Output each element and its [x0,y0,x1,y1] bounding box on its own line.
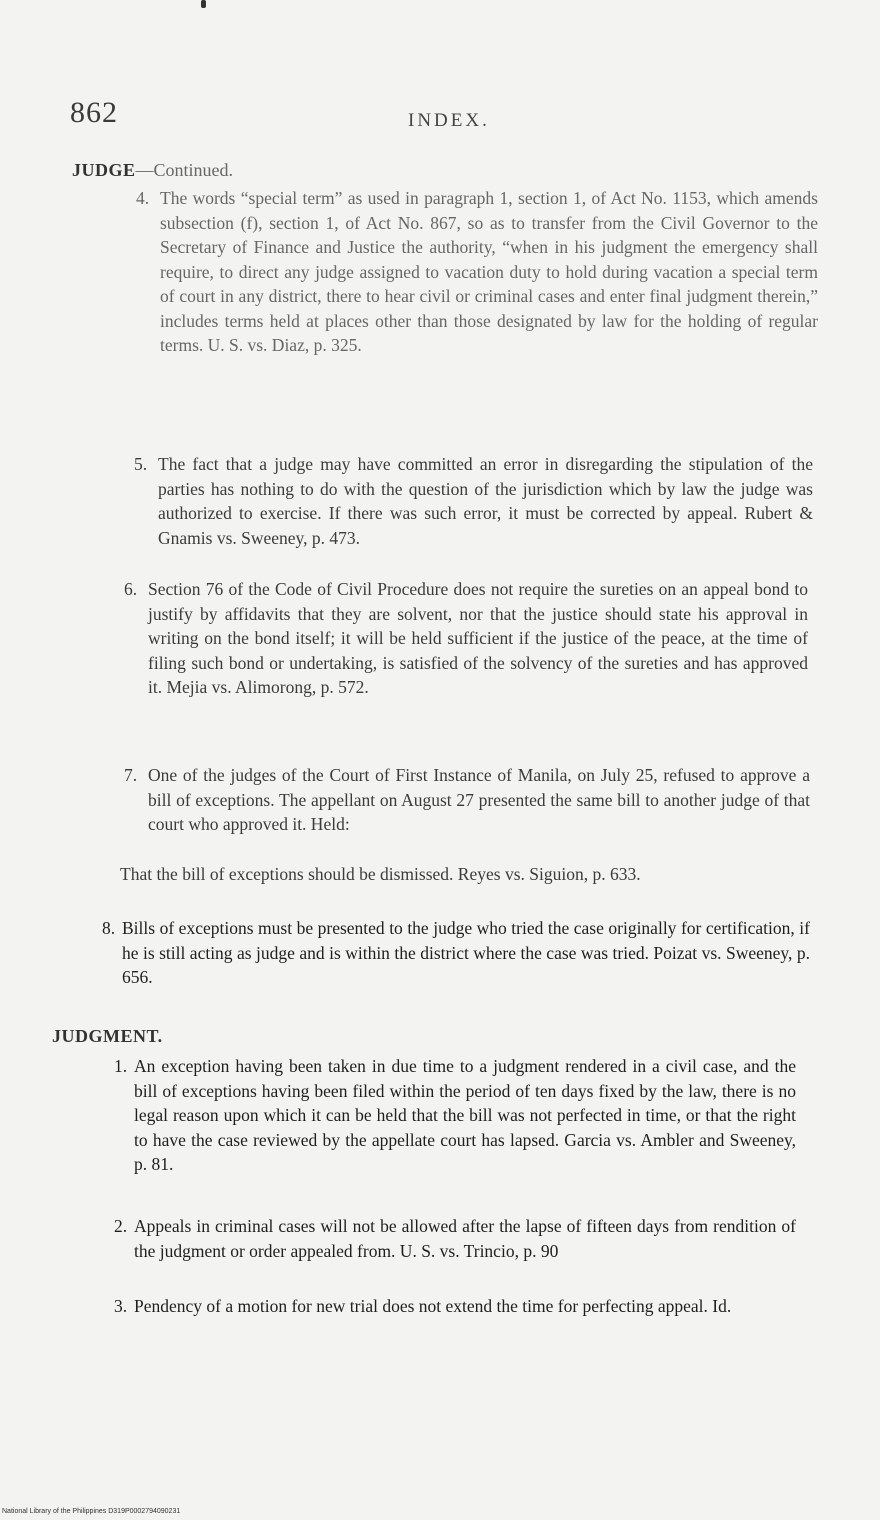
judge-entry-7-held [120,862,810,887]
judge-entry-5 [134,452,813,550]
entry-text: Bills of exceptions must be presented to the judge who tried the case originally for certification, if he is still acting as judge and is within the district where the case was tried. Poizat vs. Sweeney, p. 656. [122,918,810,987]
entry-text: Section 76 of the Code of Civil Procedure does not require the sureties on an appeal bond to justify by affidavits that they are solvent, nor that the justice should state his approval in writing on the bond itself; it will be held sufficient if the justice of the peace, at the time of filing such bond or undertaking, is satisfied of the solvency of the sureties and has approved it. Mejia vs. Alimorong, p. 572. [148,579,808,697]
entry-number: 2. [114,1216,128,1236]
running-head: INDEX. [408,110,490,131]
ink-speck [201,0,206,8]
headword-judgment: JUDGMENT. [52,1026,163,1046]
entry-number: 7. [124,765,138,785]
judge-entry-6 [124,577,808,700]
entry-number: 1. [114,1056,128,1076]
entry-number: 6. [124,579,138,599]
entry-text: Pendency of a motion for new trial does not extend the time for perfecting appeal. Id. [134,1296,732,1316]
section-heading-judgment [52,1026,163,1047]
section-heading-judge [72,160,233,181]
entry-text: The words “special term” as used in paragraph 1, section 1, of Act No. 1153, which amends subsection (f), section 1, of Act No. 867, so as to transfer from the Civil Governor to the Secretary of Finance and Justice the authority, “when in his judgment the emergency shall require, to direct any judge assigned to vacation duty to hold during vacation a special term of court in any district, there to hear civil or criminal cases and enter final judgment therein,” includes terms held at places other than those designated by law for the holding of regular terms. U. S. vs. Diaz, p. 325. [160,188,818,355]
judgment-entry-1 [114,1054,796,1177]
entry-text: That the bill of exceptions should be dismissed. Reyes vs. Siguion, p. 633. [120,864,641,884]
judge-entry-7 [124,763,810,837]
headword-judge: JUDGE [72,160,136,180]
judge-entry-4 [136,186,818,358]
entry-number: 8. [102,918,116,938]
entry-text: Appeals in criminal cases will not be allowed after the lapse of fifteen days from rendition of the judgment or order appealed from. U. S. vs. Trincio, p. 90 [134,1216,796,1261]
entry-text: An exception having been taken in due time to a judgment rendered in a civil case, and the bill of exceptions having been filed within the period of ten days fixed by the law, there is no legal reason upon which it can be held that the bill was not perfected in time, or that the right to have the case reviewed by the appellate court has lapsed. Garcia vs. Ambler and Sweeney, p. 81. [134,1056,796,1174]
entry-text: One of the judges of the Court of First Instance of Manila, on July 25, refused to approve a bill of exceptions. The appellant on August 27 presented the same bill to another judge of that court who approved it. Held: [148,765,810,834]
entry-text: The fact that a judge may have committed an error in disregarding the stipulation of the parties has nothing to do with the question of the jurisdiction which by law the judge was authorized to exercise. If there was such error, it must be corrected by appeal. Rubert & Gnamis vs. Sweeney, p. 473. [158,454,813,548]
continued-label: —Continued. [135,160,234,180]
judgment-entry-3 [114,1294,796,1319]
entry-number: 3. [114,1296,128,1316]
entry-number: 4. [136,188,150,208]
digitization-footer: National Library of the Philippines D319P0002794090231 [2,1508,181,1515]
judgment-entry-2 [114,1214,796,1263]
page-number: 862 [70,96,118,129]
entry-number: 5. [134,454,148,474]
judge-entry-8 [102,916,810,990]
